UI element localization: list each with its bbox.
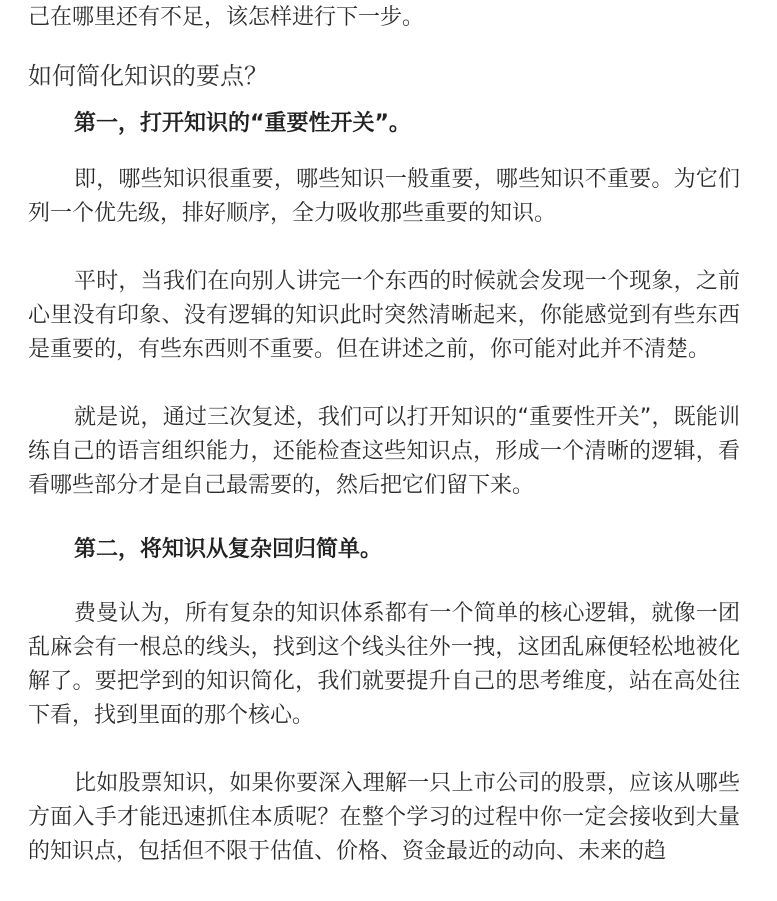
point-2-title: 第二，将知识从复杂回归简单。 — [74, 537, 383, 562]
intro-tail-paragraph: 己在哪里还有不足，该怎样进行下一步。 — [28, 5, 425, 30]
paragraph-1: 即，哪些知识很重要，哪些知识一般重要，哪些知识不重要。为它们列一个优先级，排好顺序，全力吸收那些重要的知识。 — [28, 167, 740, 226]
point-1-title: 第一，打开知识的“重要性开关”。 — [74, 111, 411, 136]
section-heading: 如何简化知识的要点？ — [28, 62, 268, 90]
paragraph-4: 费曼认为，所有复杂的知识体系都有一个简单的核心逻辑，就像一团乱麻会有一根总的线头，找到这个线头往外一拽，这团乱麻便轻松地被化解了。要把学到的知识简化，我们就要提升自己的思考维度，站在高处往下看，找到里面的那个核心。 — [28, 601, 740, 728]
paragraph-3: 就是说，通过三次复述，我们可以打开知识的“重要性开关”，既能训练自己的语言组织能力，还能检查这些知识点，形成一个清晰的逻辑，看看哪些部分才是自己最需要的，然后把它们留下来。 — [28, 405, 740, 498]
paragraph-2: 平时，当我们在向别人讲完一个东西的时候就会发现一个现象，之前心里没有印象、没有逻辑的知识此时突然清晰起来，你能感觉到有些东西是重要的，有些东西则不重要。但在讲述之前，你可能对此并不清楚。 — [28, 269, 740, 362]
paragraph-5: 比如股票知识，如果你要深入理解一只上市公司的股票，应该从哪些方面入手才能迅速抓住本质呢？在整个学习的过程中你一定会接收到大量的知识点，包括但不限于估值、价格、资金最近的动向、未来的趋 — [28, 771, 740, 864]
article-body — [28, 0, 740, 869]
